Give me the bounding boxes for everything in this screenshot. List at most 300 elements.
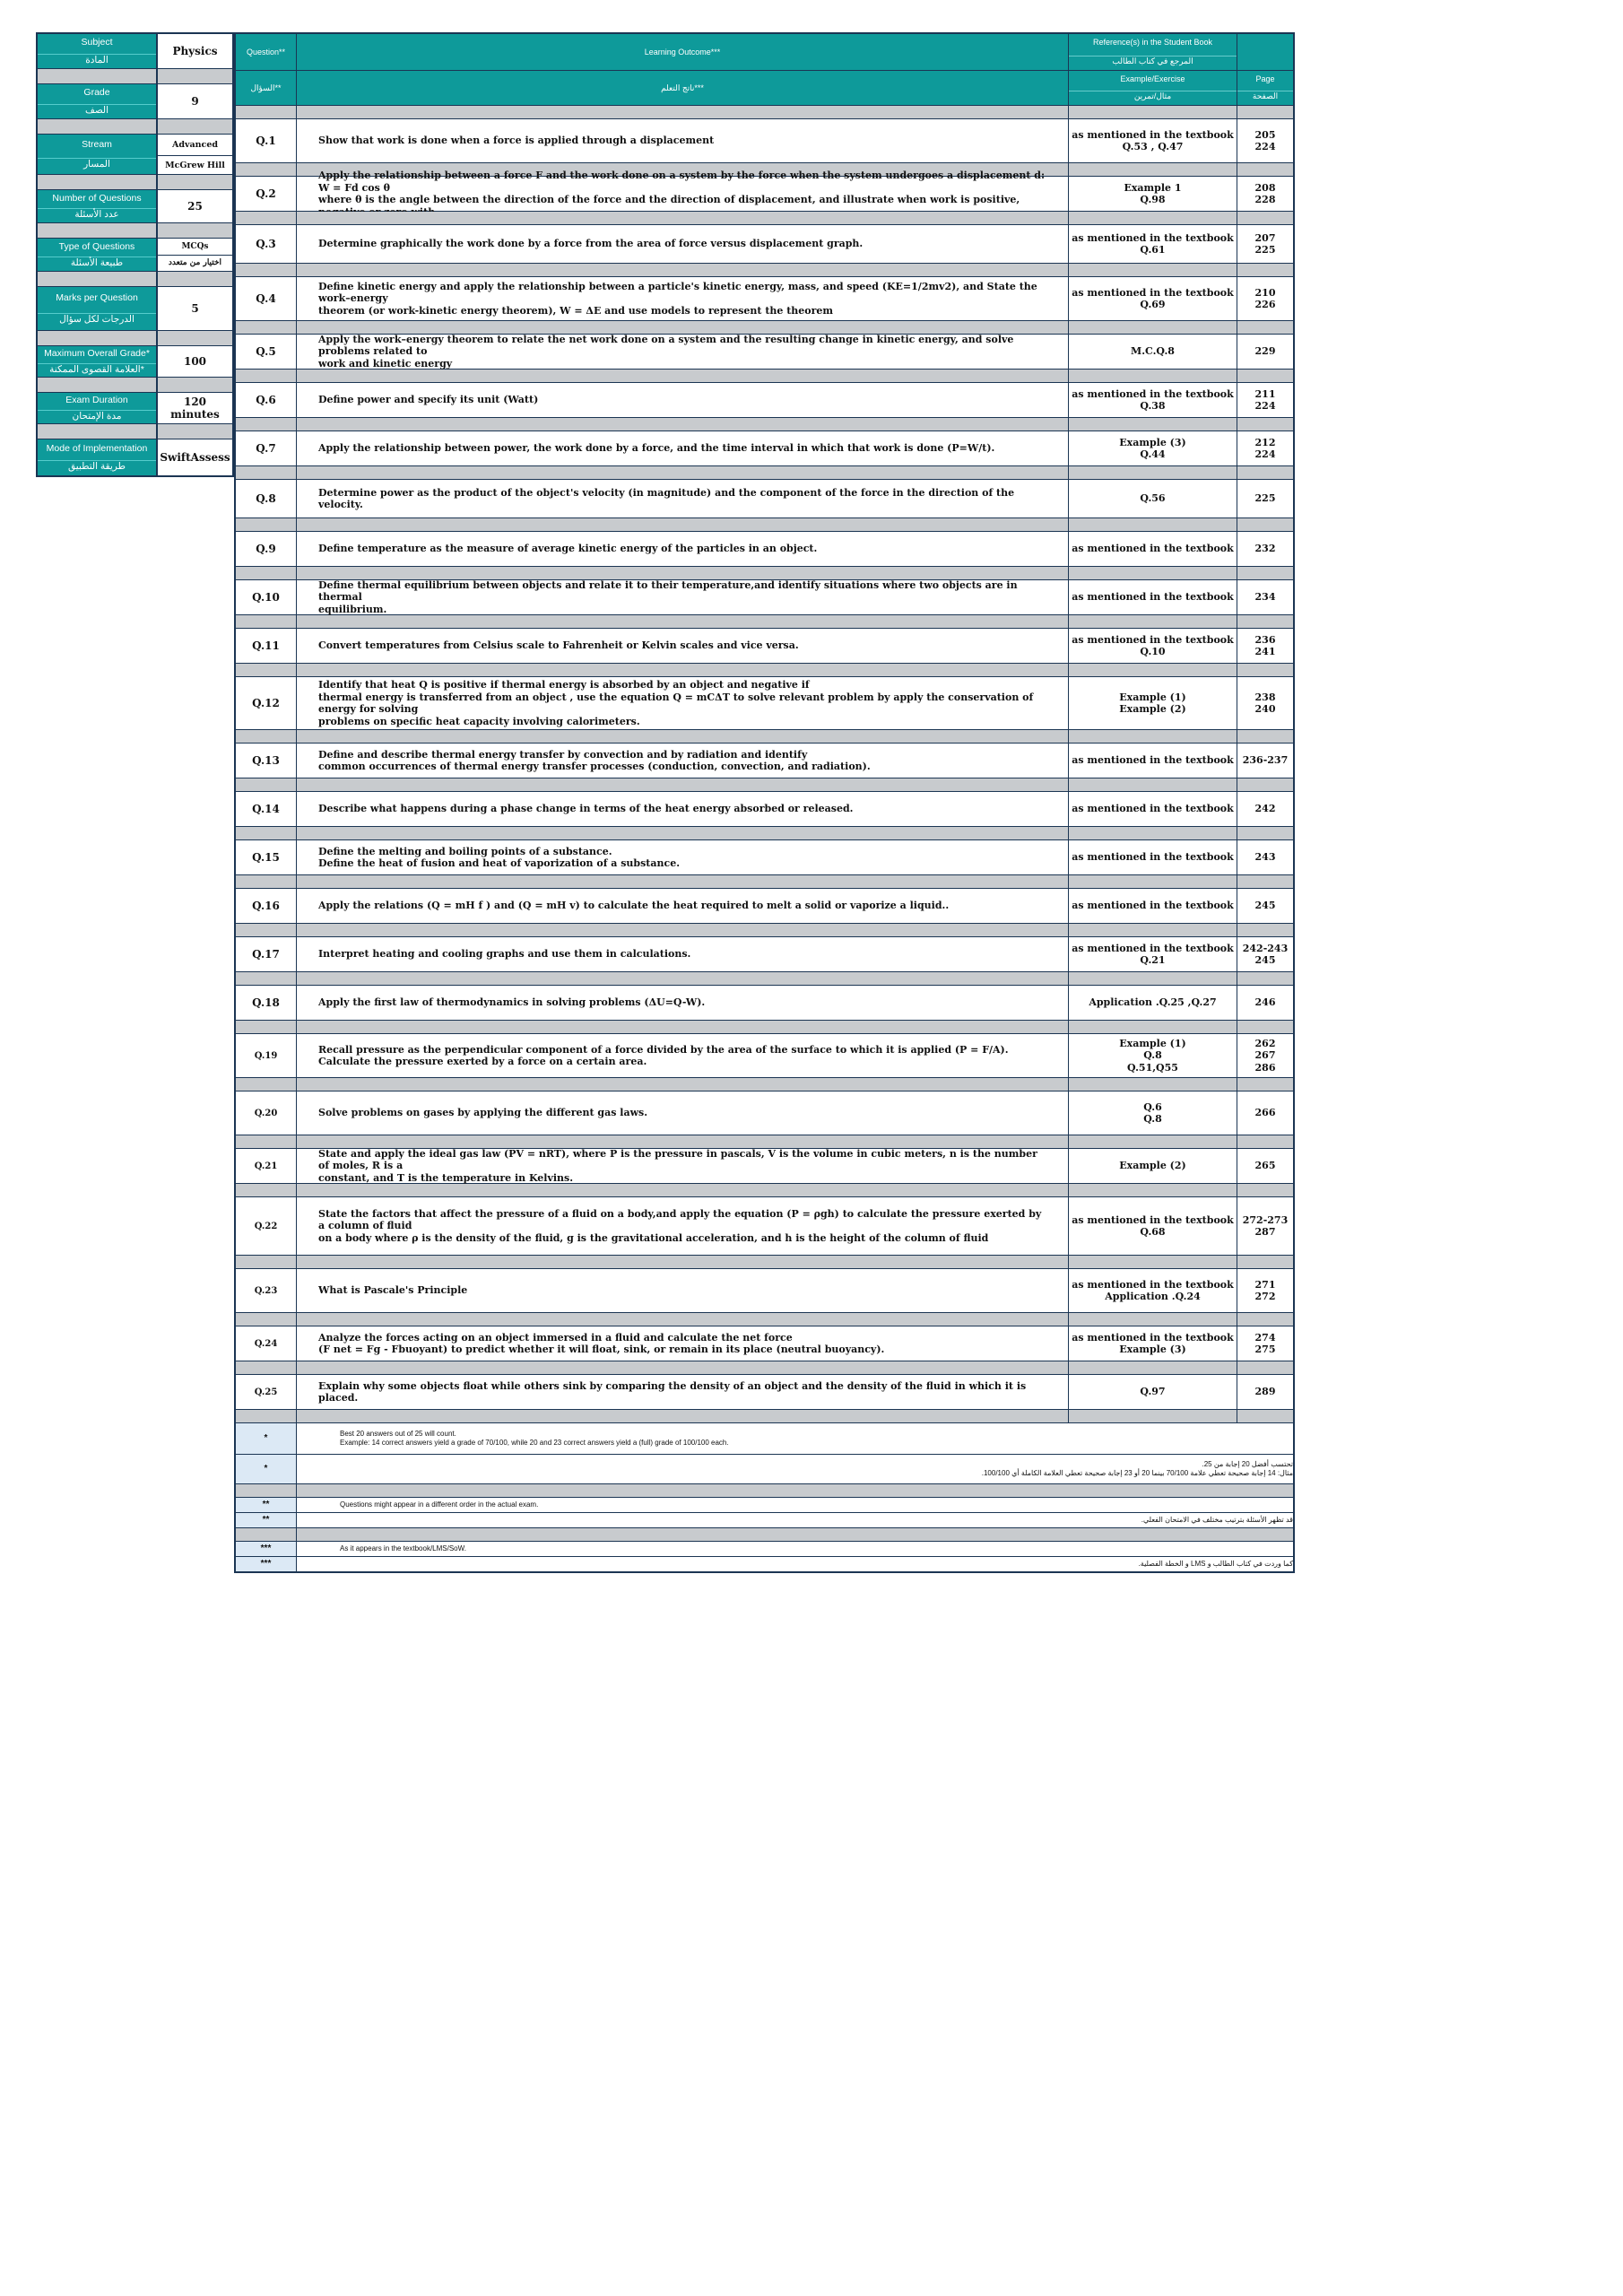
learning-outcome — [297, 277, 1069, 320]
learning-outcome-line: equilibrium. — [318, 603, 387, 615]
page-number — [1237, 119, 1293, 162]
question-number: Q.19 — [236, 1034, 297, 1077]
num-questions-label-ar: عدد الأسئلة — [38, 208, 156, 220]
page-number — [1237, 629, 1293, 663]
learning-outcome-line: Define power and specify its unit (Watt) — [318, 394, 539, 406]
table-row — [236, 532, 1293, 567]
reference — [1069, 1269, 1237, 1312]
reference-line: Example (1) — [1119, 691, 1186, 703]
reference-line: Q.61 — [1140, 244, 1166, 256]
learning-outcome-line: constant, and T is the temperature in Kelvins. — [318, 1171, 574, 1184]
page-line: 245 — [1254, 900, 1276, 912]
question-number: Q.21 — [236, 1149, 297, 1183]
marks-row — [38, 287, 232, 331]
learning-outcome — [297, 1034, 1069, 1077]
footnote-line: Example: 14 correct answers yield a grade of 70/100, while 20 and 23 correct answers yield a (full) grade of 100/100 each. — [340, 1439, 729, 1447]
page-line: 210 — [1254, 286, 1276, 299]
page-number — [1237, 840, 1293, 874]
page-number — [1237, 744, 1293, 778]
page-line: 271 — [1254, 1278, 1276, 1291]
header-page: Page — [1255, 74, 1275, 83]
reference-line: Q.53 , Q.47 — [1122, 141, 1184, 152]
mode-value: SwiftAssess — [160, 451, 230, 464]
table-row — [236, 889, 1293, 924]
learning-outcome-line: Apply the relationship between power, the work done by a force, and the time interval in which that work is done (P=W/t). — [318, 442, 995, 455]
mode-label: Mode of Implementation — [46, 442, 148, 454]
header-outcome: Learning Outcome*** — [297, 34, 1069, 70]
stream-label-ar: المسار — [38, 158, 156, 170]
learning-outcome — [297, 532, 1069, 566]
grade-label: Grade — [83, 87, 110, 99]
reference — [1069, 119, 1237, 162]
subject-row — [38, 34, 232, 69]
learning-outcome-line: thermal energy is transferred from an object , use the equation Q = mCΔT to solve relevant problem by apply the conservation of energy for solving — [318, 691, 1034, 715]
page-line: 224 — [1254, 400, 1276, 412]
question-type-value-ar: اختيار من متعدد — [168, 258, 222, 268]
learning-outcome — [297, 792, 1069, 826]
page-number — [1237, 383, 1293, 417]
reference — [1069, 225, 1237, 263]
page-line: 224 — [1254, 141, 1276, 152]
subject-value: Physics — [172, 45, 218, 57]
learning-outcome — [297, 986, 1069, 1020]
question-number: Q.5 — [236, 335, 297, 369]
page-number — [1237, 1269, 1293, 1312]
footnote-text — [297, 1513, 1293, 1527]
reference — [1069, 986, 1237, 1020]
mode-label-ar: طريقة التطبيق — [38, 460, 156, 472]
reference — [1069, 383, 1237, 417]
learning-outcomes-table — [234, 32, 1295, 1573]
reference-line: Application .Q.24 — [1105, 1291, 1201, 1302]
learning-outcome — [297, 677, 1069, 729]
reference-line: as mentioned in the textbook — [1072, 1213, 1234, 1226]
page-line: 212 — [1254, 436, 1276, 448]
learning-outcome-line: where θ is the angle between the direction of the force and the direction of displacement, and illustrate when work is positive, — [318, 194, 1020, 205]
page-line: 232 — [1254, 543, 1276, 555]
page-number — [1237, 480, 1293, 517]
page-number — [1237, 937, 1293, 971]
question-number: Q.11 — [236, 629, 297, 663]
page-line: 242-243 — [1242, 942, 1289, 954]
reference-line: as mentioned in the textbook — [1072, 633, 1234, 646]
table-row — [236, 840, 1293, 875]
learning-outcome-line: Interpret heating and cooling graphs and use them in calculations. — [318, 948, 691, 961]
reference-line: Example (3) — [1119, 1344, 1186, 1355]
learning-outcome-line: Define the melting and boiling points of a substance. — [318, 845, 612, 857]
reference — [1069, 532, 1237, 566]
page-line: 246 — [1254, 996, 1276, 1009]
learning-outcome-line: State the factors that affect the pressure of a fluid on a body,and apply the equation (P = ρgh) to calculate the pressure exerted by a column of fluid — [318, 1207, 1042, 1232]
duration-label-ar: مدة الإمتحان — [38, 410, 156, 422]
page-line: 272 — [1254, 1291, 1276, 1302]
question-number: Q.7 — [236, 431, 297, 465]
reference-line: as mentioned in the textbook — [1072, 803, 1234, 815]
learning-outcome-line: Apply the first law of thermodynamics in solving problems (ΔU=Q-W). — [318, 996, 706, 1009]
question-number: Q.23 — [236, 1269, 297, 1312]
page-line: 243 — [1254, 851, 1276, 864]
page-line: 224 — [1254, 448, 1276, 460]
reference — [1069, 792, 1237, 826]
page-number — [1237, 580, 1293, 614]
footnote-mark: *** — [236, 1542, 297, 1556]
table-row — [236, 629, 1293, 664]
table-row — [236, 986, 1293, 1021]
reference-line: as mentioned in the textbook — [1072, 387, 1234, 400]
exam-info-panel — [36, 32, 234, 477]
learning-outcome-line: Explain why some objects float while others sink by comparing the density of an object and the density of the fluid in which it is placed. — [318, 1379, 1027, 1404]
header-reference: Reference(s) in the Student Book — [1092, 38, 1213, 48]
table-row — [236, 1269, 1293, 1313]
learning-outcome-line: problems on specific heat capacity involving calorimeters. — [318, 715, 640, 727]
reference — [1069, 431, 1237, 465]
footnote-line: كما وردت في كتاب الطالب و LMS و الخطة الفصلية. — [1138, 1560, 1293, 1568]
question-number: Q.16 — [236, 889, 297, 923]
learning-outcome-line: Identify that heat Q is positive if thermal energy is absorbed by an object and negative if — [318, 679, 810, 691]
learning-outcome — [297, 480, 1069, 517]
page-line: 286 — [1254, 1061, 1276, 1074]
stream-value: Advanced — [158, 135, 232, 156]
footnote-text — [297, 1557, 1293, 1571]
page-line: 240 — [1254, 703, 1276, 715]
reference-line: Q.21 — [1140, 954, 1166, 966]
page-number — [1237, 335, 1293, 369]
learning-outcome-line: What is Pascale's Principle — [318, 1284, 468, 1297]
reference-line: as mentioned in the textbook — [1072, 942, 1234, 954]
page-number — [1237, 889, 1293, 923]
page-number — [1237, 986, 1293, 1020]
learning-outcome — [297, 744, 1069, 778]
table-row — [236, 580, 1293, 615]
reference-line: Q.97 — [1140, 1386, 1166, 1398]
question-type-label: Type of Questions — [58, 240, 135, 252]
reference-line: Q.8 — [1143, 1049, 1162, 1062]
grade-label-ar: الصف — [38, 104, 156, 116]
footnote-line: مثال: 14 إجابة صحيحة تعطي علامة 70/100 بينما 20 أو 23 إجابة صحيحة تعطي العلامة الكاملة أي 100/100. — [981, 1469, 1293, 1477]
grade-value: 9 — [191, 95, 199, 108]
page-line: 241 — [1254, 646, 1276, 657]
footnote-row — [236, 1498, 1293, 1513]
page-number — [1237, 1197, 1293, 1255]
reference — [1069, 744, 1237, 778]
mode-row — [38, 439, 232, 475]
learning-outcome — [297, 1269, 1069, 1312]
reference-line: Q.51,Q55 — [1127, 1061, 1178, 1074]
table-row — [236, 1326, 1293, 1361]
learning-outcome-line: Recall pressure as the perpendicular component of a force divided by the area of the surface to which it is applied (P = F/A). — [318, 1043, 1009, 1056]
header-question-ar: السؤال** — [236, 71, 297, 105]
table-row — [236, 1149, 1293, 1184]
reference-line: Q.68 — [1140, 1226, 1166, 1238]
learning-outcome-line: theorem (or work-kinetic energy theorem), W = ΔE and use models to represent the theorem — [318, 304, 834, 317]
question-number: Q.2 — [236, 177, 297, 211]
reference — [1069, 1149, 1237, 1183]
learning-outcome — [297, 225, 1069, 263]
footnote-mark: * — [236, 1455, 297, 1483]
footnote-row — [236, 1542, 1293, 1557]
reference — [1069, 1197, 1237, 1255]
learning-outcome — [297, 1091, 1069, 1135]
page-number — [1237, 1149, 1293, 1183]
question-number: Q.18 — [236, 986, 297, 1020]
learning-outcome — [297, 1326, 1069, 1361]
learning-outcome-line: Show that work is done when a force is applied through a displacement — [318, 135, 715, 147]
page-line: 275 — [1254, 1344, 1276, 1355]
learning-outcome — [297, 937, 1069, 971]
page-line: 211 — [1254, 387, 1276, 400]
num-questions-label: Number of Questions — [52, 192, 142, 204]
reference-line: as mentioned in the textbook — [1072, 286, 1234, 299]
marks-label: Marks per Question — [56, 291, 138, 303]
page-number — [1237, 177, 1293, 211]
subject-label-ar: المادة — [38, 54, 156, 65]
page-line: 236-237 — [1242, 754, 1289, 767]
reference-line: Q.38 — [1140, 400, 1166, 412]
page-number — [1237, 1091, 1293, 1135]
footnote-row — [236, 1557, 1293, 1571]
footnote-mark: *** — [236, 1557, 297, 1571]
learning-outcome-line: Convert temperatures from Celsius scale to Fahrenheit or Kelvin scales and vice versa. — [318, 639, 799, 652]
table-row — [236, 335, 1293, 370]
learning-outcome — [297, 335, 1069, 369]
learning-outcome-line: work and kinetic energy — [318, 357, 453, 370]
header-question: Question** — [236, 34, 297, 70]
footnote-line: تحتسب أفضل 20 إجابة من 25. — [1202, 1460, 1293, 1468]
footnote-text — [297, 1498, 1293, 1512]
footnote-row — [236, 1513, 1293, 1528]
subject-label: Subject — [81, 37, 113, 48]
question-number: Q.24 — [236, 1326, 297, 1361]
footnote-line: قد تظهر الأسئلة بترتيب مختلف في الامتحان الفعلي. — [1141, 1516, 1293, 1524]
reference-line: Q.10 — [1140, 646, 1166, 657]
learning-outcome-line: on a body where ρ is the density of the fluid, g is the gravitational acceleration, and h is the height of the column of fluid — [318, 1231, 989, 1244]
question-number: Q.12 — [236, 677, 297, 729]
stream-label: Stream — [82, 138, 112, 150]
page-number — [1237, 225, 1293, 263]
reference — [1069, 580, 1237, 614]
question-number: Q.17 — [236, 937, 297, 971]
question-number: Q.20 — [236, 1091, 297, 1135]
learning-outcome — [297, 629, 1069, 663]
header-reference-ar: المرجع في كتاب الطالب — [1069, 56, 1237, 66]
reference — [1069, 889, 1237, 923]
learning-outcome-line: Define kinetic energy and apply the relationship between a particle's kinetic energy, mass, and speed (KE=1/2mv2), and State the work–energy — [318, 280, 1037, 305]
learning-outcome-line: Apply the relationship between a force F and the work done on a system by the force when the system undergoes a displacement d: W = Fd cos θ — [318, 170, 1046, 194]
learning-outcome — [297, 889, 1069, 923]
page-line: 267 — [1254, 1049, 1276, 1062]
table-row — [236, 937, 1293, 972]
reference — [1069, 1375, 1237, 1409]
reference — [1069, 629, 1237, 663]
duration-label: Exam Duration — [65, 395, 128, 406]
question-number: Q.25 — [236, 1375, 297, 1409]
page-number — [1237, 1375, 1293, 1409]
question-number: Q.9 — [236, 532, 297, 566]
header-example: Example/Exercise — [1120, 74, 1185, 83]
reference-line: Q.56 — [1140, 492, 1166, 505]
reference-line: Example (2) — [1119, 703, 1186, 715]
page-line: 289 — [1254, 1386, 1276, 1398]
page-line: 205 — [1254, 128, 1276, 141]
table-row — [236, 225, 1293, 264]
table-row — [236, 431, 1293, 466]
table-row — [236, 677, 1293, 730]
table-row — [236, 119, 1293, 163]
learning-outcome-line: Apply the work–energy theorem to relate the net work done on a system and the resulting change in kinetic energy, and solve problems related to — [318, 333, 1014, 358]
reference — [1069, 335, 1237, 369]
footnote-row — [236, 1423, 1293, 1455]
footnote-mark: ** — [236, 1513, 297, 1527]
learning-outcome-line: Solve problems on gases by applying the different gas laws. — [318, 1107, 648, 1119]
question-number: Q.4 — [236, 277, 297, 320]
reference-line: Q.44 — [1140, 448, 1166, 460]
reference-line: Application .Q.25 ,Q.27 — [1089, 996, 1217, 1009]
reference-line: M.C.Q.8 — [1131, 345, 1175, 358]
num-questions-value: 25 — [187, 200, 203, 213]
reference-line: Example (1) — [1119, 1037, 1186, 1049]
learning-outcome-line: Calculate the pressure exerted by a force on a certain area. — [318, 1056, 647, 1067]
reference-line: as mentioned in the textbook — [1072, 1331, 1234, 1344]
page-line: 287 — [1254, 1226, 1276, 1238]
question-type-row — [38, 239, 232, 272]
page-number — [1237, 1326, 1293, 1361]
reference-line: as mentioned in the textbook — [1072, 754, 1234, 767]
footnote-line: Questions might appear in a different order in the actual exam. — [340, 1500, 539, 1509]
table-row — [236, 383, 1293, 418]
page-line: 228 — [1254, 194, 1276, 205]
question-number: Q.1 — [236, 119, 297, 162]
learning-outcome — [297, 580, 1069, 614]
max-grade-row — [38, 346, 232, 378]
num-questions-row — [38, 190, 232, 223]
reference — [1069, 937, 1237, 971]
reference-line: Q.6 — [1143, 1100, 1162, 1113]
table-row — [236, 1034, 1293, 1078]
learning-outcome-line: common occurrences of thermal energy transfer processes (conduction, convection, and radiation). — [318, 761, 871, 772]
learning-outcome-line: Analyze the forces acting on an object immersed in a fluid and calculate the net force — [318, 1331, 793, 1344]
page-line: 225 — [1254, 244, 1276, 256]
reference-line: as mentioned in the textbook — [1072, 900, 1234, 912]
table-row — [236, 744, 1293, 778]
curriculum-value: McGrew Hill — [165, 160, 225, 170]
duration-value: 120 minutes — [170, 396, 220, 421]
reference-line: Example (3) — [1119, 436, 1186, 448]
learning-outcome — [297, 1375, 1069, 1409]
question-type-label-ar: طبيعة الأسئلة — [38, 257, 156, 268]
footnote-text — [297, 1423, 1293, 1454]
table-header-row-2 — [236, 71, 1293, 106]
footnote-text — [297, 1542, 1293, 1556]
reference — [1069, 1091, 1237, 1135]
reference-line: as mentioned in the textbook — [1072, 1278, 1234, 1291]
learning-outcome — [297, 840, 1069, 874]
marks-value: 5 — [191, 302, 199, 315]
page-number — [1237, 1034, 1293, 1077]
page-line: 274 — [1254, 1331, 1276, 1344]
footnote-line: As it appears in the textbook/LMS/SoW. — [340, 1544, 466, 1552]
question-number: Q.13 — [236, 744, 297, 778]
question-number: Q.3 — [236, 225, 297, 263]
reference-line: as mentioned in the textbook — [1072, 231, 1234, 244]
learning-outcome-line: Determine graphically the work done by a force from the area of force versus displacement graph. — [318, 238, 864, 250]
learning-outcome-line: Describe what happens during a phase change in terms of the heat energy absorbed or released. — [318, 803, 854, 815]
page-line: 245 — [1254, 954, 1276, 966]
learning-outcome-line: Determine power as the product of the object's velocity (in magnitude) and the component of the force in the direction of the velocity. — [318, 486, 1015, 510]
table-row — [236, 480, 1293, 518]
reference — [1069, 177, 1237, 211]
reference-line: as mentioned in the textbook — [1072, 591, 1234, 604]
footnote-text — [297, 1455, 1293, 1483]
max-grade-value: 100 — [183, 355, 207, 368]
marks-label-ar: الدرجات لكل سؤال — [38, 313, 156, 325]
page-line: 242 — [1254, 803, 1276, 815]
reference-line: as mentioned in the textbook — [1072, 851, 1234, 864]
reference-line: Q.8 — [1143, 1113, 1162, 1125]
question-number: Q.15 — [236, 840, 297, 874]
learning-outcome — [297, 431, 1069, 465]
reference — [1069, 840, 1237, 874]
page-line: 207 — [1254, 231, 1276, 244]
reference — [1069, 277, 1237, 320]
learning-outcome-line: Define the heat of fusion and heat of vaporization of a substance. — [318, 857, 681, 869]
reference — [1069, 1034, 1237, 1077]
page-line: 225 — [1254, 492, 1276, 505]
footnote-row — [236, 1455, 1293, 1484]
page-line: 234 — [1254, 591, 1276, 604]
page-number — [1237, 532, 1293, 566]
learning-outcome-line: Apply the relations (Q = mH f ) and (Q = mH v) to calculate the heat required to melt a solid or vaporize a liquid.. — [318, 900, 950, 912]
page-line: 272-273 — [1242, 1213, 1289, 1226]
page-line: 266 — [1254, 1107, 1276, 1119]
question-type-value: MCQs — [158, 239, 232, 256]
reference-line: Example 1 — [1124, 181, 1182, 194]
page-line: 265 — [1254, 1160, 1276, 1172]
stream-row — [38, 135, 232, 175]
reference-line: Example (2) — [1119, 1160, 1186, 1172]
learning-outcome-line: Define and describe thermal energy transfer by convection and by radiation and identify — [318, 748, 808, 761]
learning-outcome — [297, 1149, 1069, 1183]
duration-row — [38, 393, 232, 424]
question-number: Q.10 — [236, 580, 297, 614]
table-row — [236, 1375, 1293, 1410]
footnote-mark: * — [236, 1423, 297, 1454]
table-row — [236, 277, 1293, 321]
page-number — [1237, 792, 1293, 826]
learning-outcome — [297, 119, 1069, 162]
grade-row — [38, 84, 232, 119]
header-outcome-ar: ناتج التعلم*** — [297, 71, 1069, 105]
table-header-row-1 — [236, 34, 1293, 71]
question-number: Q.22 — [236, 1197, 297, 1255]
page-line: 229 — [1254, 345, 1276, 358]
table-row — [236, 1197, 1293, 1256]
page-number — [1237, 677, 1293, 729]
reference-line: Q.98 — [1140, 194, 1166, 205]
page-number — [1237, 431, 1293, 465]
reference — [1069, 480, 1237, 517]
page-number — [1237, 277, 1293, 320]
table-row — [236, 1091, 1293, 1135]
learning-outcome-line: (F net = Fg - Fbuoyant) to predict whether it will float, sink, or remain in its place (neutral buoyancy). — [318, 1344, 885, 1355]
footnote-line: Best 20 answers out of 25 will count. — [340, 1430, 456, 1438]
learning-outcome — [297, 170, 1069, 211]
reference — [1069, 1326, 1237, 1361]
learning-outcome — [297, 1197, 1069, 1255]
question-number: Q.14 — [236, 792, 297, 826]
learning-outcome — [297, 383, 1069, 417]
page-line: 262 — [1254, 1037, 1276, 1049]
header-page-ar: الصفحة — [1237, 91, 1293, 101]
